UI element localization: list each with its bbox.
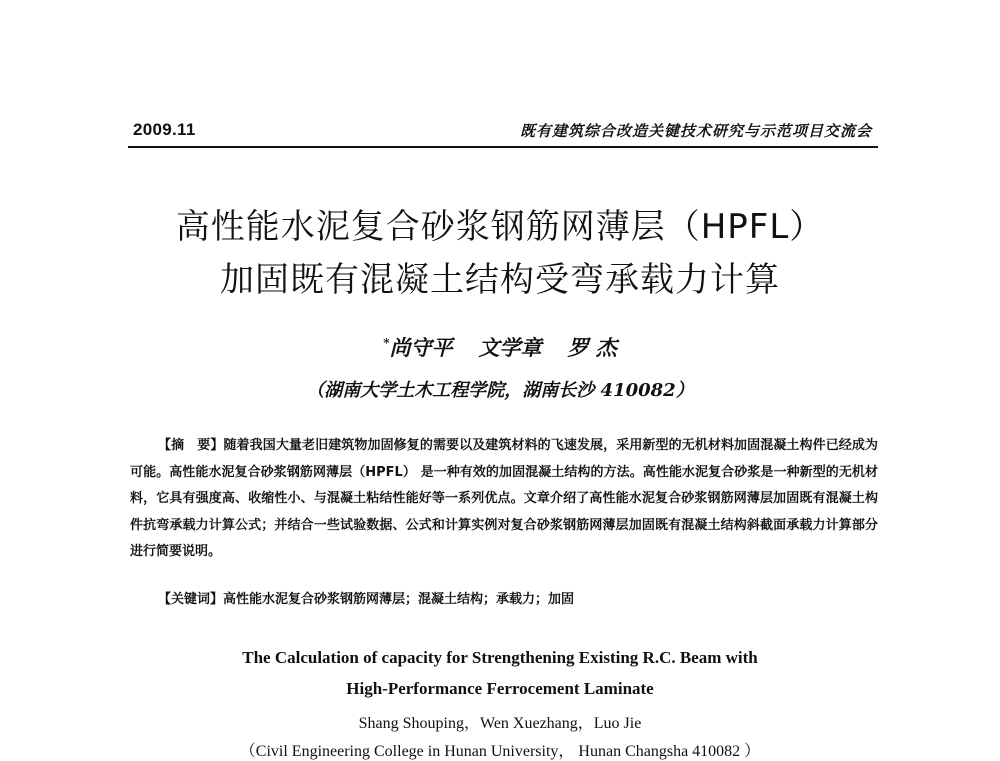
abstract-text: 随着我国大量老旧建筑物加固修复的需要以及建筑材料的飞速发展，采用新型的无机材料加固混凝土构件已经成为可能。高性能水泥复合砂浆钢筋网薄层（HPFL） 是一种有效的加固混凝土结构的方法。高性能水泥复合砂浆是一种新型的无机材料，它具有强度高、收缩性小、与混凝土粘结性能好等一系列优点。文章介绍了高性能水泥复合砂浆钢筋网薄层加固既有混凝土构件抗弯承载力计算公式；并结合一些试验数据、公式和计算实例对复合砂浆钢筋网薄层加固既有混凝土结构斜截面承载力计算部分进行简要说明。 xyxy=(130,438,878,559)
author-name: 罗 杰 xyxy=(567,335,617,360)
english-title-line-2: High-Performance Ferrocement Laminate xyxy=(346,679,654,698)
paper-title-line-2: 加固既有混凝土结构受弯承载力计算 xyxy=(220,260,780,300)
abstract-paragraph xyxy=(130,433,878,566)
author-name: 尚守平 xyxy=(389,335,453,360)
english-affiliation: （Civil Engineering College in Hunan University， Hunan Changsha 410082 ） xyxy=(239,743,761,760)
author-list xyxy=(0,332,1000,362)
paper-title-line-1: 高性能水泥复合砂浆钢筋网薄层（HPFL） xyxy=(175,207,825,247)
author-affiliation: （湖南大学土木工程学院，湖南长沙 410082） xyxy=(306,380,694,401)
english-authors: Shang Shouping，Wen Xuezhang，Luo Jie xyxy=(358,715,642,732)
keywords-line xyxy=(158,588,574,607)
corresponding-author-marker: * xyxy=(383,336,390,350)
header-date: 2009.11 xyxy=(133,120,196,139)
author-name: 文学章 xyxy=(478,335,542,360)
keywords-text: 高性能水泥复合砂浆钢筋网薄层；混凝土结构；承载力；加固 xyxy=(223,592,575,607)
header-divider xyxy=(128,146,878,148)
english-title-line-1: The Calculation of capacity for Strengthening Existing R.C. Beam with xyxy=(242,648,758,667)
abstract-label: 【摘 要】 xyxy=(158,438,224,453)
header-conference-name: 既有建筑综合改造关键技术研究与示范项目交流会 xyxy=(519,122,872,140)
keywords-label: 【关键词】 xyxy=(158,592,224,607)
